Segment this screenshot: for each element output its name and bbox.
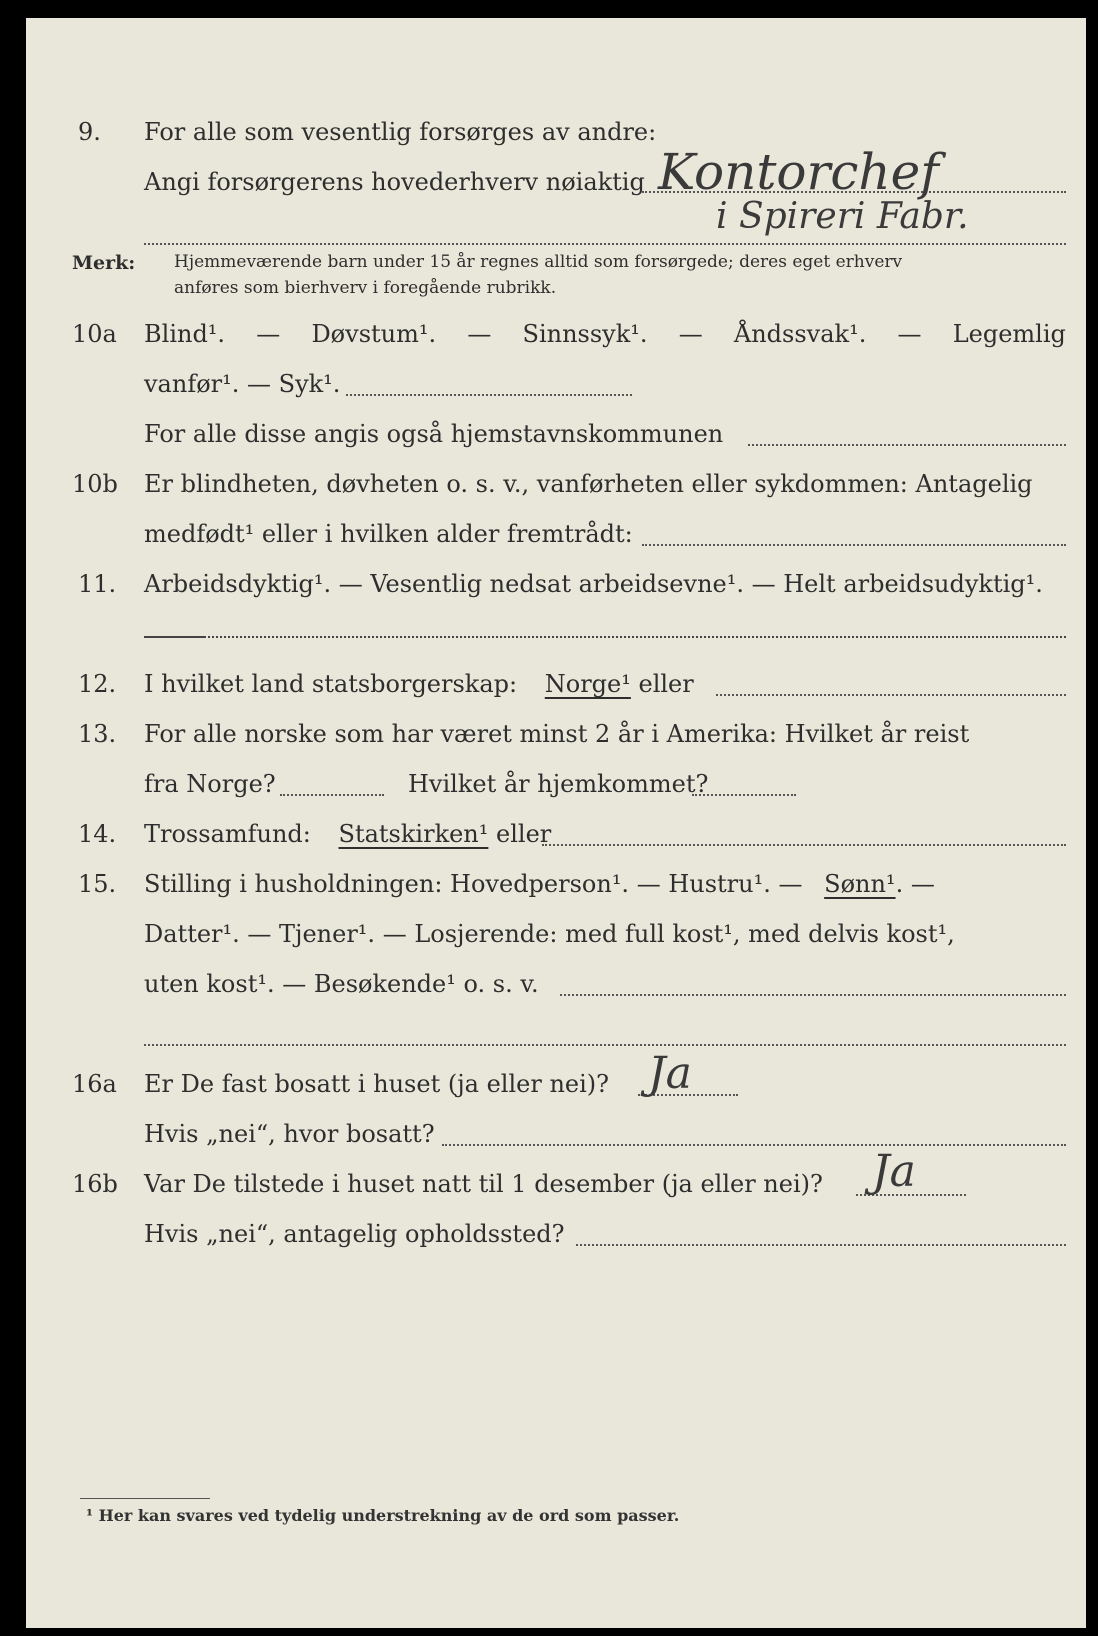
q13-text2b: Hvilket år hjemkommet? — [408, 770, 709, 798]
q10a-word[interactable]: Døvstum¹. — [311, 320, 437, 348]
q15-number: 15. — [78, 870, 117, 898]
q15-sonn-option[interactable]: Sønn¹ — [824, 870, 896, 898]
q11-line1 — [26, 570, 1086, 600]
q16a-handwritten-answer: Ja — [648, 1048, 692, 1099]
q14-answer-line[interactable] — [542, 844, 1066, 846]
q14-suffix: eller — [496, 820, 552, 848]
q9-handwritten-answer: Kontorchef — [658, 143, 939, 201]
q12-suffix: eller — [638, 670, 694, 698]
q13-text1: For alle norske som har været minst 2 år i Amerika: Hvilket år reist — [144, 720, 970, 748]
q13-line2 — [26, 770, 1086, 800]
q10a-dash: — — [897, 320, 922, 348]
q15-line2 — [26, 920, 1086, 950]
q10a-dash: — — [678, 320, 703, 348]
q10a-line1 — [26, 320, 1086, 350]
q16b-where-line[interactable] — [576, 1244, 1066, 1246]
q10a-home-line[interactable] — [748, 444, 1066, 446]
q10a-dash: — — [256, 320, 281, 348]
q12-prefix: I hvilket land statsborgerskap: — [144, 670, 518, 698]
q9-text2: Angi forsørgerens hovederhverv nøiaktig — [144, 168, 645, 196]
q11-answer-line[interactable] — [144, 636, 1066, 638]
q15-text1 — [144, 870, 935, 898]
footnote-rule — [80, 1498, 210, 1499]
q16a-number: 16a — [72, 1070, 117, 1098]
q14-text — [144, 820, 551, 848]
q10b-line1 — [26, 470, 1086, 500]
q15-text1a[interactable]: Stilling i husholdningen: Hovedperson¹. — Hustru¹. — — [144, 870, 803, 898]
q10a-answer-line[interactable] — [346, 394, 632, 396]
q15-text2[interactable]: Datter¹. — Tjener¹. — Losjerende: med full kost¹, med delvis kost¹, — [144, 920, 955, 948]
q16a-where-line[interactable] — [442, 1144, 1066, 1146]
q13-number: 13. — [78, 720, 117, 748]
q10a-word[interactable]: Åndssvak¹. — [733, 320, 867, 348]
q9-number: 9. — [78, 118, 101, 146]
q10a-word[interactable]: Sinnssyk¹. — [522, 320, 648, 348]
q10a-number: 10a — [72, 320, 117, 348]
q15-answer-line[interactable] — [560, 994, 1066, 996]
q10a-word[interactable]: Blind¹. — [144, 320, 226, 348]
q10a-text3: For alle disse angis også hjemstavnskommunen — [144, 420, 724, 448]
q9-answer-line2[interactable] — [144, 243, 1066, 245]
q14-statskirken-option[interactable]: Statskirken¹ — [338, 820, 489, 848]
q16b-text2: Hvis „nei“, antagelig opholdssted? — [144, 1220, 565, 1248]
q16a-text2: Hvis „nei“, hvor bosatt? — [144, 1120, 435, 1148]
q16b-text1: Var De tilstede i huset natt til 1 desember (ja eller nei)? — [144, 1170, 823, 1198]
q10a-dash: — — [467, 320, 492, 348]
q13-line1 — [26, 720, 1086, 750]
q9-text1: For alle som vesentlig forsørges av andre: — [144, 118, 657, 146]
q16b-number: 16b — [72, 1170, 118, 1198]
q12-answer-line[interactable] — [716, 694, 1066, 696]
q11-text1[interactable]: Arbeidsdyktig¹. — Vesentlig nedsat arbeidsevne¹. — Helt arbeidsudyktig¹. — [144, 570, 1043, 598]
q11-number: 11. — [78, 570, 117, 598]
q13-text2a: fra Norge? — [144, 770, 276, 798]
q14-prefix: Trossamfund: — [144, 820, 311, 848]
q10a-options — [144, 320, 1066, 348]
q12-norge-option[interactable]: Norge¹ — [544, 670, 631, 698]
q10b-text1: Er blindheten, døvheten o. s. v., vanførheten eller sykdommen: Antagelig — [144, 470, 1033, 498]
form-sheet — [26, 18, 1086, 1628]
footnote: ¹ Her kan svares ved tydelig understrekning av de ord som passer. — [86, 1506, 680, 1525]
q13-hjem-line[interactable] — [692, 794, 796, 796]
q16b-handwritten-answer: Ja — [872, 1146, 916, 1197]
merk-text1: Hjemmeværende barn under 15 år regnes alltid som forsørgede; deres eget erhverv — [174, 252, 903, 272]
q15-text3[interactable]: uten kost¹. — Besøkende¹ o. s. v. — [144, 970, 539, 998]
q10b-number: 10b — [72, 470, 118, 498]
q11-rule-start — [144, 636, 206, 638]
merk-label: Merk: — [72, 252, 136, 274]
q15-text1c: . — — [895, 870, 935, 898]
q14-number: 14. — [78, 820, 117, 848]
q15-line1 — [26, 870, 1086, 900]
q10a-word[interactable]: Legemlig — [952, 320, 1066, 348]
q15-answer-line2[interactable] — [144, 1044, 1066, 1046]
q10a-text2: vanfør¹. — Syk¹. — [144, 370, 341, 398]
q9-handwritten-answer2: i Spireri Fabr. — [716, 196, 969, 237]
q16a-line1 — [26, 1070, 1086, 1100]
q16a-text1: Er De fast bosatt i huset (ja eller nei)? — [144, 1070, 610, 1098]
q13-reist-line[interactable] — [280, 794, 384, 796]
q10b-text2: medfødt¹ eller i hvilken alder fremtrådt: — [144, 520, 633, 548]
merk-line2 — [26, 278, 1086, 308]
q12-number: 12. — [78, 670, 117, 698]
q12-text — [144, 670, 694, 698]
merk-text2: anføres som bierhverv i foregående rubrikk. — [174, 278, 557, 298]
q10b-answer-line[interactable] — [642, 544, 1066, 546]
